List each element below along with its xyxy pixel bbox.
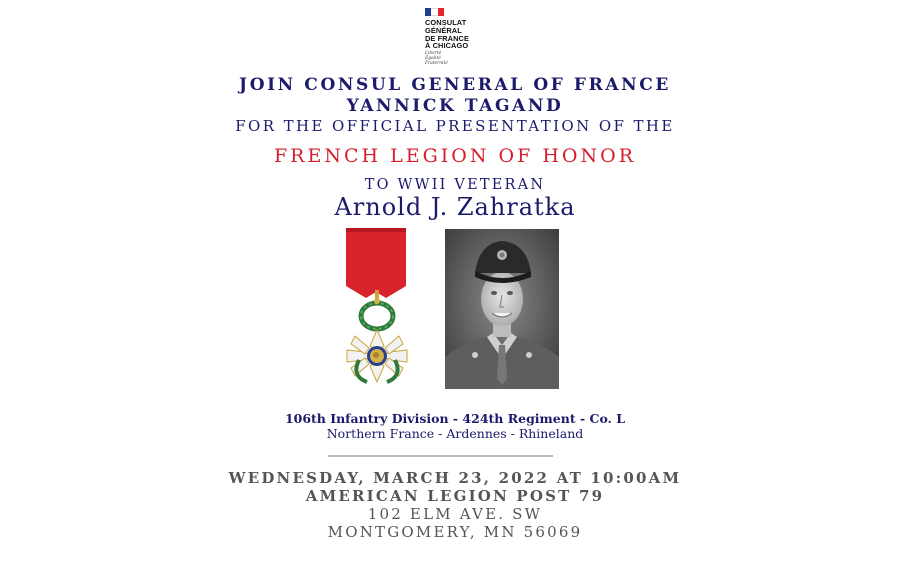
event-venue: AMERICAN LEGION POST 79 — [305, 487, 605, 505]
french-flag-icon — [425, 8, 444, 16]
divider — [328, 455, 553, 457]
to-veteran-line: TO WWII VETERAN — [364, 177, 546, 193]
veteran-portrait — [445, 229, 559, 389]
event-city: MONTGOMERY, MN 56069 — [327, 523, 583, 541]
legion-of-honor-medal-icon — [342, 228, 412, 390]
event-datetime: WEDNESDAY, MARCH 23, 2022 AT 10:00AM — [228, 469, 682, 487]
veteran-name: Arnold J. Zahratka — [334, 193, 576, 221]
event-address: 102 ELM AVE. SW — [367, 505, 543, 523]
campaigns-line: Northern France - Ardennes - Rhineland — [326, 426, 584, 441]
logo-text: CONSULAT GÉNÉRAL DE FRANCE À CHICAGO — [425, 18, 470, 51]
logo-motto: Liberté Égalité Fraternité — [425, 51, 448, 67]
consul-name: YANNICK TAGAND — [346, 96, 564, 116]
heading-line-1: JOIN CONSUL GENERAL OF FRANCE — [239, 75, 671, 95]
award-title: FRENCH LEGION OF HONOR — [274, 145, 636, 167]
unit-line: 106th Infantry Division - 424th Regiment - Co. L — [284, 411, 626, 426]
consulate-logo — [425, 8, 495, 66]
heading-line-3: FOR THE OFFICIAL PRESENTATION OF THE — [235, 117, 675, 135]
